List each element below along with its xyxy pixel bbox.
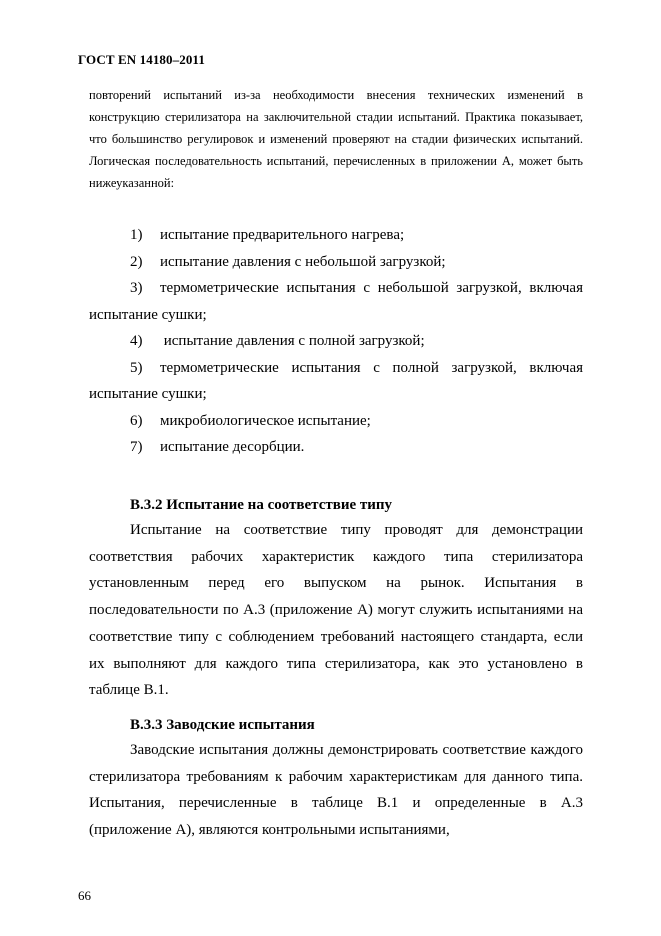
list-item-number: 1)	[130, 227, 143, 243]
list-item-text: термометрические испытания с небольшой загрузкой, включая испытание сушки;	[89, 280, 583, 323]
list-item-text: испытание десорбции.	[160, 439, 305, 455]
list-item-number: 7)	[130, 439, 143, 455]
list-item	[89, 355, 583, 408]
section-b33-paragraph: Заводские испытания должны демонстрировать соответствие каждого стерилизатора требованиям к рабочим характеристикам для данного типа. Испытания, перечисленные в таблице В.1 и определенные в А.3 (приложение А), являются контрольными испытаниями,	[89, 742, 583, 839]
document-header: ГОСТ EN 14180–2011	[78, 52, 205, 67]
list-item-number: 2)	[130, 253, 143, 270]
section-b33	[89, 713, 583, 844]
section-b33-heading: B.3.3 Заводские испытания	[130, 717, 315, 733]
list-item	[89, 408, 583, 435]
list-item-text: испытание давления с полной загрузкой;	[160, 333, 425, 349]
list-item	[89, 222, 583, 249]
section-b32-paragraph: Испытание на соответствие типу проводят для демонстрации соответствия рабочих характеристик каждого типа стерилизатора установленным перед его выпуском на рынок. Испытания в последовательности по А.3 (приложение А) могут служить испытаниями на соответствие типу с соблюдением требований настоящего стандарта, если их выполняют для каждого типа стерилизатора, как это установлено в таблице В.1.	[89, 522, 583, 699]
list-item	[89, 249, 583, 276]
list-item-text: испытание предварительного нагрева;	[160, 227, 405, 243]
test-sequence-list	[89, 222, 583, 461]
intro-paragraph: повторений испытаний из-за необходимости внесения технических изменений в конструкцию стерилизатора на заключительной стадии испытаний. Практика показывает, что большинство регулировок и изменений проверяют на стадии физических испытаний. Логическая последовательность испытаний, перечисленных в приложении А, может быть нижеуказанной:	[89, 88, 583, 190]
page-number: 66	[78, 888, 91, 903]
list-item	[89, 434, 583, 461]
list-item-number: 3)	[130, 280, 143, 296]
list-item-text: испытание давления с небольшой загрузкой;	[160, 253, 446, 270]
list-item	[89, 328, 583, 355]
list-item	[89, 275, 583, 328]
list-item-number: 5)	[130, 359, 143, 376]
list-item-text: микробиологическое испытание;	[160, 412, 371, 429]
list-item-text: термометрические испытания с полной загрузкой, включая испытание сушки;	[89, 359, 583, 402]
list-item-number: 4)	[130, 333, 143, 349]
section-b32-heading: B.3.2 Испытание на соответствие типу	[130, 497, 393, 513]
list-item-number: 6)	[130, 412, 143, 429]
section-b32	[89, 493, 583, 704]
